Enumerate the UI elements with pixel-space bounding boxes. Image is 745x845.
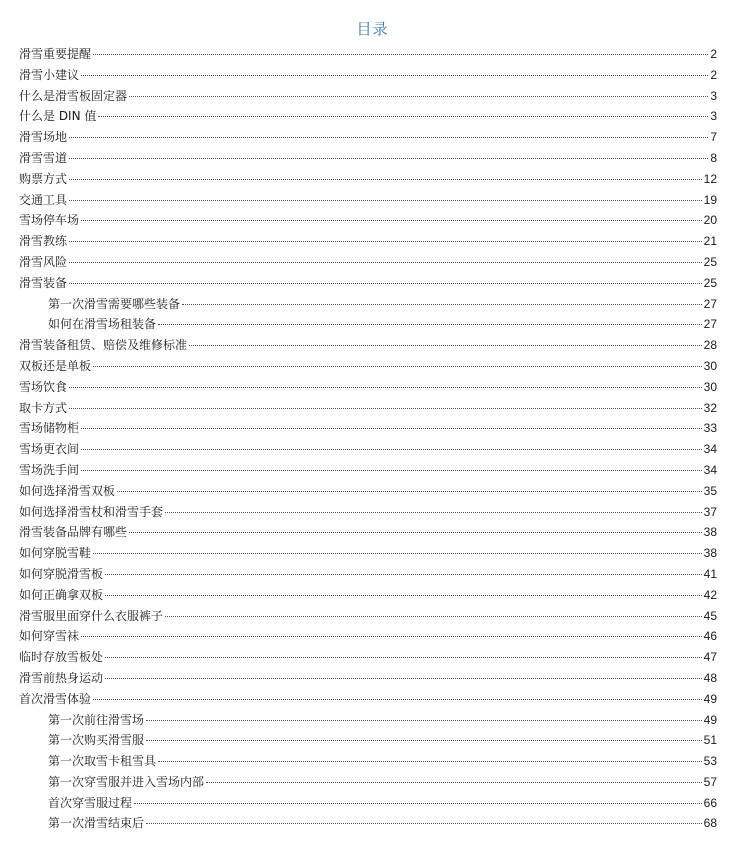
dot-leader — [146, 740, 702, 741]
toc-entry[interactable] — [19, 65, 717, 86]
toc-entry-page: 35 — [703, 483, 717, 498]
toc-entry[interactable] — [19, 210, 717, 231]
toc-entry-page: 2 — [710, 67, 717, 82]
toc-entry[interactable] — [19, 522, 717, 543]
toc-entry-title: 雪场洗手间 — [19, 462, 80, 477]
toc-entry-page: 68 — [703, 816, 717, 831]
toc-entry-page: 12 — [703, 171, 717, 186]
toc-entry[interactable] — [19, 730, 717, 751]
toc-entry-page: 30 — [703, 358, 717, 373]
toc-entry-title: 如何正确拿双板 — [19, 587, 104, 602]
toc-entry-page: 37 — [703, 504, 717, 519]
toc-entry-page: 3 — [710, 88, 717, 103]
toc-entry-page: 2 — [710, 47, 717, 61]
toc-entry-title: 购票方式 — [19, 171, 68, 186]
dot-leader — [129, 532, 702, 533]
toc-entry-page: 49 — [703, 691, 717, 706]
toc-entry-title: 滑雪装备 — [19, 275, 68, 290]
toc-entry-title: 滑雪风险 — [19, 254, 68, 269]
toc-entry-page: 57 — [703, 774, 717, 789]
toc-entry[interactable] — [19, 335, 717, 356]
toc-entry-title: 首次滑雪体验 — [19, 691, 92, 706]
toc-entry-title: 滑雪雪道 — [19, 150, 68, 165]
toc-entry-page: 51 — [703, 733, 717, 748]
toc-entry-title: 什么是滑雪板固定器 — [19, 88, 128, 103]
toc-entry-page: 27 — [703, 317, 717, 332]
toc-entry-page: 20 — [703, 213, 717, 228]
dot-leader — [146, 720, 702, 721]
toc-entry-page: 53 — [703, 754, 717, 769]
toc-entry-title: 如何选择滑雪双板 — [19, 483, 116, 498]
toc-entry[interactable] — [19, 606, 717, 627]
toc-entry-page: 7 — [710, 130, 717, 145]
toc-entry[interactable] — [19, 772, 717, 793]
toc-entry-page: 48 — [703, 670, 717, 685]
toc-entry[interactable] — [19, 502, 717, 523]
dot-leader — [69, 262, 702, 263]
dot-leader — [69, 408, 702, 409]
toc-entry[interactable] — [19, 668, 717, 689]
toc-entry-title: 滑雪场地 — [19, 130, 68, 145]
toc-entry-page: 33 — [703, 421, 717, 436]
toc-entry[interactable] — [19, 543, 717, 564]
toc-entry-page: 49 — [703, 712, 717, 727]
toc-entry-page: 8 — [710, 150, 717, 165]
toc-entry[interactable] — [19, 252, 717, 273]
toc-entry[interactable] — [19, 314, 717, 335]
toc-entry[interactable] — [19, 813, 717, 834]
toc-entry-title: 雪场更衣间 — [19, 442, 80, 457]
dot-leader — [93, 553, 702, 554]
toc-entry-page: 42 — [703, 587, 717, 602]
toc-entry-title: 第一次滑雪需要哪些装备 — [48, 296, 181, 311]
toc-entry-title: 第一次穿雪服并进入雪场内部 — [48, 774, 205, 789]
toc-entry[interactable] — [19, 127, 717, 148]
toc-entry-title: 第一次取雪卡租雪具 — [48, 754, 157, 769]
toc-entry-title: 雪场饮食 — [19, 379, 68, 394]
dot-leader — [93, 699, 702, 700]
toc-entry[interactable] — [19, 439, 717, 460]
toc-entry-page: 28 — [703, 338, 717, 353]
toc-entry[interactable] — [19, 564, 717, 585]
toc-entry-title: 第一次购买滑雪服 — [48, 733, 145, 748]
toc-entry-page: 38 — [703, 525, 717, 540]
dot-leader — [117, 491, 702, 492]
toc-entry[interactable] — [19, 356, 717, 377]
toc-entry-title: 雪场停车场 — [19, 213, 80, 228]
dot-leader — [182, 304, 702, 305]
dot-leader — [93, 54, 708, 55]
toc-entry-title: 第一次滑雪结束后 — [48, 816, 145, 831]
toc-entry-title: 如何选择滑雪杖和滑雪手套 — [19, 504, 164, 519]
toc-entry-page: 27 — [703, 296, 717, 311]
toc-entry[interactable] — [19, 294, 717, 315]
toc-entry-title: 如何穿雪袜 — [19, 629, 80, 644]
toc-entry[interactable] — [19, 398, 717, 419]
toc-entry-page: 30 — [703, 379, 717, 394]
dot-leader — [98, 116, 708, 117]
dot-leader — [81, 636, 702, 637]
toc-entry[interactable] — [19, 585, 717, 606]
toc-entry-page: 47 — [703, 650, 717, 665]
toc-entry-title: 滑雪重要提醒 — [19, 47, 92, 61]
toc-entry[interactable] — [19, 626, 717, 647]
dot-leader — [69, 179, 702, 180]
dot-leader — [105, 657, 702, 658]
dot-leader — [158, 761, 702, 762]
toc-entry[interactable] — [19, 273, 717, 294]
toc-entry-title: 滑雪前热身运动 — [19, 670, 104, 685]
toc-entry-title: 滑雪小建议 — [19, 67, 80, 82]
toc-entry-title: 什么是 DIN 值 — [19, 109, 97, 124]
toc-entry[interactable] — [19, 710, 717, 731]
toc-entry-page: 34 — [703, 462, 717, 477]
toc-entry-page: 45 — [703, 608, 717, 623]
dot-leader — [146, 823, 702, 824]
toc-entry[interactable] — [19, 647, 717, 668]
toc-entry-page: 41 — [703, 566, 717, 581]
toc-entry[interactable] — [19, 44, 717, 65]
dot-leader — [81, 428, 702, 429]
toc-entry[interactable] — [19, 190, 717, 211]
toc-entry-page: 25 — [703, 275, 717, 290]
toc-entry-title: 临时存放雪板处 — [19, 650, 104, 665]
dot-leader — [69, 158, 708, 159]
toc-entry-page: 34 — [703, 442, 717, 457]
toc-entry-page: 46 — [703, 629, 717, 644]
dot-leader — [81, 220, 702, 221]
dot-leader — [69, 137, 708, 138]
toc-entry-title: 滑雪装备租赁、赔偿及维修标准 — [19, 338, 188, 353]
toc-entry-title: 滑雪装备品牌有哪些 — [19, 525, 128, 540]
dot-leader — [129, 96, 708, 97]
dot-leader — [93, 366, 702, 367]
dot-leader — [206, 782, 702, 783]
toc-entry-page: 38 — [703, 546, 717, 561]
toc-entry[interactable] — [19, 751, 717, 772]
toc-entry-page: 25 — [703, 254, 717, 269]
toc-entry[interactable] — [19, 231, 717, 252]
dot-leader — [165, 512, 702, 513]
toc-entry[interactable] — [19, 481, 717, 502]
dot-leader — [69, 283, 702, 284]
toc-entry[interactable] — [19, 689, 717, 710]
dot-leader — [158, 324, 702, 325]
toc-title: 目录 — [356, 20, 389, 38]
toc-entry-page: 3 — [710, 109, 717, 124]
toc-entry-title: 首次穿雪服过程 — [48, 795, 133, 810]
toc-list — [19, 44, 717, 834]
dot-leader — [105, 678, 702, 679]
toc-entry[interactable] — [19, 148, 717, 169]
dot-leader — [69, 387, 702, 388]
dot-leader — [69, 241, 702, 242]
dot-leader — [105, 595, 702, 596]
dot-leader — [189, 345, 702, 346]
toc-entry-title: 第一次前往滑雪场 — [48, 712, 145, 727]
dot-leader — [134, 803, 702, 804]
toc-entry-page: 32 — [703, 400, 717, 415]
toc-entry[interactable] — [19, 106, 717, 127]
toc-entry-title: 如何穿脱雪鞋 — [19, 546, 92, 561]
dot-leader — [81, 470, 702, 471]
dot-leader — [105, 574, 702, 575]
toc-entry-title: 如何穿脱滑雪板 — [19, 566, 104, 581]
toc-entry-title: 双板还是单板 — [19, 358, 92, 373]
toc-entry[interactable] — [19, 418, 717, 439]
toc-entry-title: 如何在滑雪场租装备 — [48, 317, 157, 332]
toc-entry-title: 交通工具 — [19, 192, 68, 207]
toc-entry-title: 取卡方式 — [19, 400, 68, 415]
toc-entry-title: 滑雪服里面穿什么衣服裤子 — [19, 608, 164, 623]
toc-entry[interactable] — [19, 377, 717, 398]
toc-entry-page: 66 — [703, 795, 717, 810]
toc-entry[interactable] — [19, 169, 717, 190]
toc-entry-page: 21 — [703, 234, 717, 249]
dot-leader — [81, 449, 702, 450]
toc-entry[interactable] — [19, 460, 717, 481]
toc-entry[interactable] — [19, 86, 717, 107]
toc-entry[interactable] — [19, 793, 717, 814]
toc-entry-page: 19 — [703, 192, 717, 207]
dot-leader — [81, 75, 708, 76]
dot-leader — [165, 616, 702, 617]
toc-entry-title: 雪场储物柜 — [19, 421, 80, 436]
dot-leader — [69, 200, 702, 201]
toc-entry-title: 滑雪教练 — [19, 234, 68, 249]
